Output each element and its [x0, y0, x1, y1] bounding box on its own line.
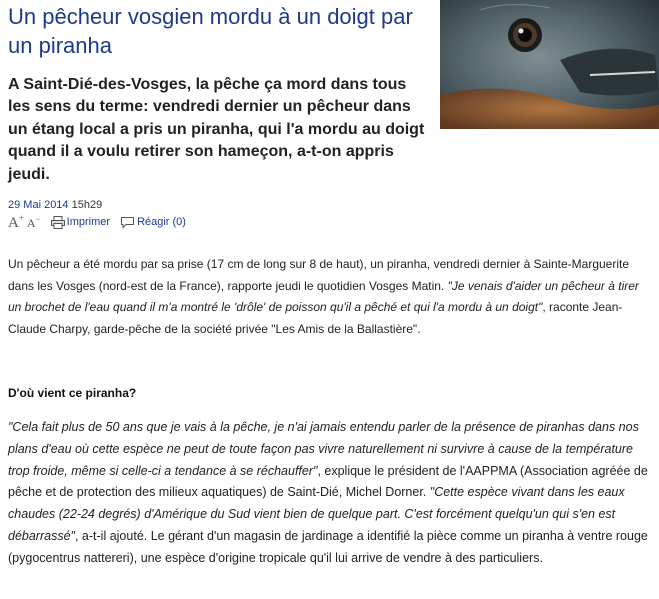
comment-button[interactable] — [120, 216, 186, 229]
article-timestamp — [8, 199, 102, 212]
article-time: 15h29 — [71, 199, 103, 211]
print-label[interactable]: Imprimer — [66, 216, 111, 228]
article-paragraph-1: Un pêcheur a été mordu par sa prise (17 cm de long sur 8 de haut), un piranha, vendredi dernier à Sainte-Marguerite dans les Vosges (nord-est de la France), rapporte jeudi le quotidien Vosges Matin. "Je venais d'aider un pêcheur à tirer un brochet de l'eau quand il m'a montré le 'drôle' de poisson qu'il a pêché et qui l'a mordu à un doigt", raconte Jean-Claude Charpy, garde-pêche de la société privée "Les Amis de la Ballastière". — [8, 257, 639, 336]
article-subheading: D'où vient ce piranha? — [8, 386, 137, 400]
piranha-fish-image — [440, 0, 659, 129]
quote-dorner-2: "Cette espèce vivant dans les eaux chaudes (22-24 degrés) d'Amérique du Sud vient bien de quelque part. C'est forcément quelqu'un qui s'en est débarrassé" — [8, 485, 625, 543]
print-button[interactable] — [51, 216, 110, 229]
comment-label[interactable]: Réagir (0) — [137, 216, 186, 228]
quote-charpy: "Je venais d'aider un pêcheur à tirer un brochet de l'eau quand il m'a montré le 'drôle' de poisson qu'il a pêché et qui l'a mordu à un doigt" — [8, 278, 639, 314]
font-decrease-button[interactable]: A− — [26, 213, 41, 230]
article-date: 29 Mai 2014 — [8, 199, 69, 211]
article-paragraph-2: "Cela fait plus de 50 ans que je vais à la pêche, je n'ai jamais entendu parler de la présence de piranhas dans nos plans d'eau où cette espèce ne peut de toute façon pas vivre naturellement ni survivre à cause de la température trop froide, même si celle-ci a tendance à se réchauffer", explique le président de l'AAPPMA (Association agréée de pêche et de protection des milieux aquatiques) de Saint-Dié, Michel Dorner. "Cette espèce vivant dans les eaux chaudes (22-24 degrés) d'Amérique du Sud vient bien de quelque part. C'est forcément quelqu'un qui s'en est débarrassé", a-t-il ajouté. Le gérant d'un magasin de jardinage a identifié la pièce comme un piranha à ventre rouge (pygocentrus nattereri), une espèce d'origine tropicale qu'il lui arrive de vendre à des particuliers. — [8, 420, 648, 565]
font-increase-button[interactable]: A+ — [8, 212, 24, 231]
article-lead: A Saint-Dié-des-Vosges, la pêche ça mord dans tous les sens du terme: vendredi dernier un pêcheur dans un étang local a pris un piranha, qui l'a mordu au doigt quand il a voulu retirer son hameçon, a-t-on appris jeudi. — [8, 76, 425, 183]
piranha-photo — [440, 0, 659, 129]
article-headline: Un pêcheur vosgien mordu à un doigt par un piranha — [8, 4, 413, 58]
printer-icon — [51, 216, 65, 229]
speech-bubble-icon — [120, 216, 135, 229]
quote-dorner-1: "Cela fait plus de 50 ans que je vais à la pêche, je n'ai jamais entendu parler de la présence de piranhas dans nos plans d'eau où cette espèce ne peut de toute façon pas vivre naturellement ni survivre à cause de la température trop froide, même si celle-ci a tendance à se réchauffer" — [8, 420, 639, 478]
font-size-controls — [8, 213, 41, 232]
article-toolbar — [8, 213, 196, 231]
